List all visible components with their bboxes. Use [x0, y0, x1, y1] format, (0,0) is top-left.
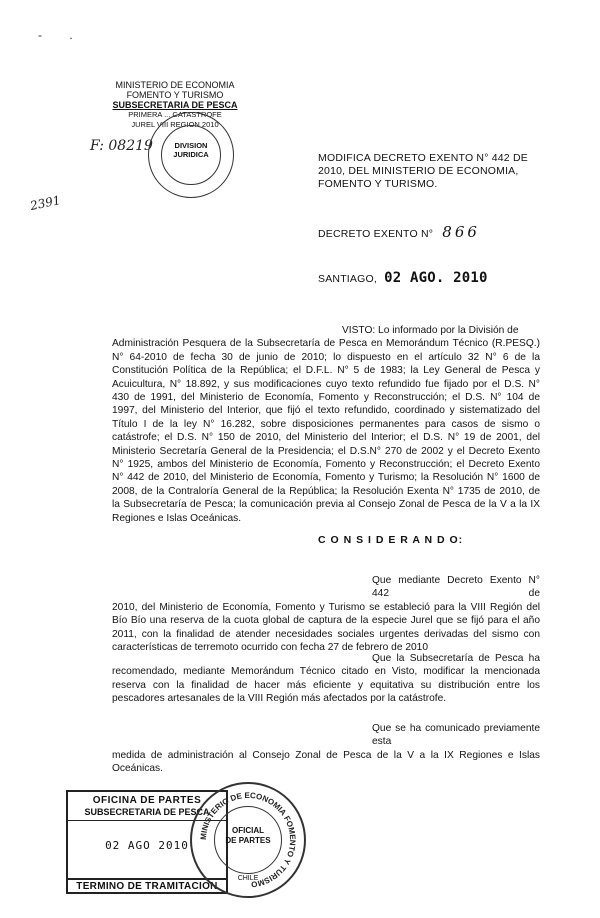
division-stamp-line1: DIVISION: [174, 141, 208, 150]
visto-line: 2008, de la Contraloría General de la República; la Resolución Exenta N° 1735 de 2010, de: [112, 485, 540, 497]
visto-line: Constitución Política de la República; el D.F.L. N° 5 de 1983; la Ley General de Pesca y: [112, 365, 540, 377]
visto-line: 430 de 1991, del Ministerio de Economía, Fomento y Reconstrucción; el D.S. N° 104 de: [112, 392, 540, 404]
para1-line: características de terremoto ocurrido con fecha 27 de febrero de 2010: [112, 642, 428, 654]
division-stamp-text: [149, 141, 233, 159]
handwritten-margin-number: 2391: [28, 192, 62, 214]
title-line1: MODIFICA DECRETO EXENTO N° 442 DE: [318, 152, 528, 164]
para3-line: Oceánicas.: [112, 763, 163, 775]
decree-date: 02 AGO. 2010: [384, 270, 488, 286]
visto-line: Ministerio Secretaría General de la Presidencia; el D.S.N° 270 de 2002 y el Decreto Exento: [112, 445, 540, 457]
round-stamp-line2: DE PARTES: [225, 836, 271, 845]
ministerio-round-stamp: [190, 782, 306, 898]
place-label: SANTIAGO,: [318, 273, 377, 285]
division-stamp-line2: JURIDICA: [173, 150, 209, 159]
visto-line: N° 1925, ambos del Ministerio de Economía, Fomento y Reconstrucción; el Decreto Exento: [112, 459, 540, 471]
para1-line: Que mediante Decreto Exento N° 442 de: [372, 575, 540, 600]
handwritten-file-number: F: 08219: [90, 138, 153, 154]
visto-line: VISTO: Lo informado por la División de: [342, 325, 519, 336]
para2-line: reserva con la finalidad de hacer más eficiente y equitativa su distribución entre los: [112, 679, 540, 691]
scan-marks: - .: [38, 28, 85, 42]
para2-line: recomendado, mediante Memorándum Técnico citado en Visto, modificar la mencionada: [112, 666, 540, 678]
round-stamp-ring-text: MINISTERIO DE ECONOMIA FOMENTO Y TURISMO: [198, 790, 298, 889]
para2-line: pescadores artesanales de la VIII Región más afectados por la catástrofe.: [112, 693, 447, 705]
visto-section: [112, 324, 540, 525]
visto-line: Regiones e Islas Oceánicas.: [112, 512, 242, 524]
visto-line: la Subsecretaría de Pesca; la comunicación previa al Consejo Zonal de Pesca de la V a la IX: [112, 499, 540, 511]
considerando-heading: C O N S I D E R A N D O:: [318, 534, 464, 546]
header-line4: PRIMERA ... CATASTROFE: [128, 110, 222, 119]
visto-line: N° 442 de 2010, del Ministerio de Economía, Fomento y Turismo; la Resolución N° 1600 de: [112, 472, 540, 484]
para1-line: 2010, del Ministerio de Economía, Fomento y Turismo se estableció para la VIII Región del: [112, 601, 540, 613]
para3-line: medida de administración al Consejo Zonal de Pesca de la V a la IX Regiones e Islas: [112, 749, 540, 761]
oficina-stamp-line2: SUBSECRETARIA DE PESCA: [68, 807, 226, 821]
round-stamp-line1: OFICIAL: [232, 826, 264, 835]
title-line3: FOMENTO Y TURISMO.: [318, 178, 438, 190]
decree-title: [318, 152, 548, 191]
oficina-stamp-line1: OFICINA DE PARTES: [92, 795, 202, 806]
oficina-stamp-date: 02 AGO 2010: [105, 839, 189, 852]
para1-line: Bío Bío una reserva de la cuota global de captura de la especie Jurel que se fijó para el año: [112, 615, 540, 627]
considerando-paragraph-1: [112, 574, 540, 654]
para3-line: Que se ha comunicado previamente esta: [372, 723, 540, 748]
visto-line: Título I de la ley N° 16.282, sobre disposiciones permanentes para casos de sismo o: [112, 418, 540, 430]
visto-line: N° 64-2010 de fecha 30 de junio de 2010; lo dispuesto en el artículo 32 N° 6 de la: [112, 351, 540, 363]
considerando-paragraph-3: [112, 722, 540, 776]
decree-label: DECRETO EXENTO N°: [318, 228, 434, 240]
place-date-line: [318, 272, 548, 286]
decree-number-line: [318, 223, 548, 241]
visto-line: Administración Pesquera de la Subsecretaría de Pesca en Memorándum Técnico (R.PESQ.): [112, 338, 540, 350]
header-subsecretaria: SUBSECRETARIA DE PESCA: [112, 100, 238, 110]
header-line5: JUREL VIII REGION 2010: [131, 120, 219, 129]
para2-line: Que la Subsecretaría de Pesca ha: [372, 653, 540, 664]
oficina-stamp-footer: TERMINO DE TRAMITACION: [66, 878, 228, 894]
visto-line: catástrofe; el D.S. N° 150 de 2010, del Ministerio del Interior; el D.S. N° 19 de 2001, del: [112, 432, 540, 444]
round-stamp-center: [192, 826, 304, 846]
header-ministry: MINISTERIO DE ECONOMIA: [115, 80, 235, 90]
visto-line: 1997, del Ministerio del Interior, que fijó el texto refundido, coordinado y sistematizado del: [112, 405, 540, 417]
round-stamp-country: CHILE: [237, 875, 259, 882]
division-juridica-stamp: [148, 112, 234, 198]
visto-line: Acuicultura, N° 18.892, y sus modificaciones cuyo texto refundido fue fijado por el D.S. N°: [112, 378, 540, 390]
decree-number: 866: [442, 223, 480, 241]
considerando-paragraph-2: [112, 652, 540, 706]
title-line2: 2010, DEL MINISTERIO DE ECONOMIA,: [318, 165, 519, 177]
para1-line: 2011, con la finalidad de atender necesidades sociales urgentes derivadas del sismo con: [112, 628, 540, 640]
header-fomento: FOMENTO Y TURISMO: [126, 90, 224, 100]
